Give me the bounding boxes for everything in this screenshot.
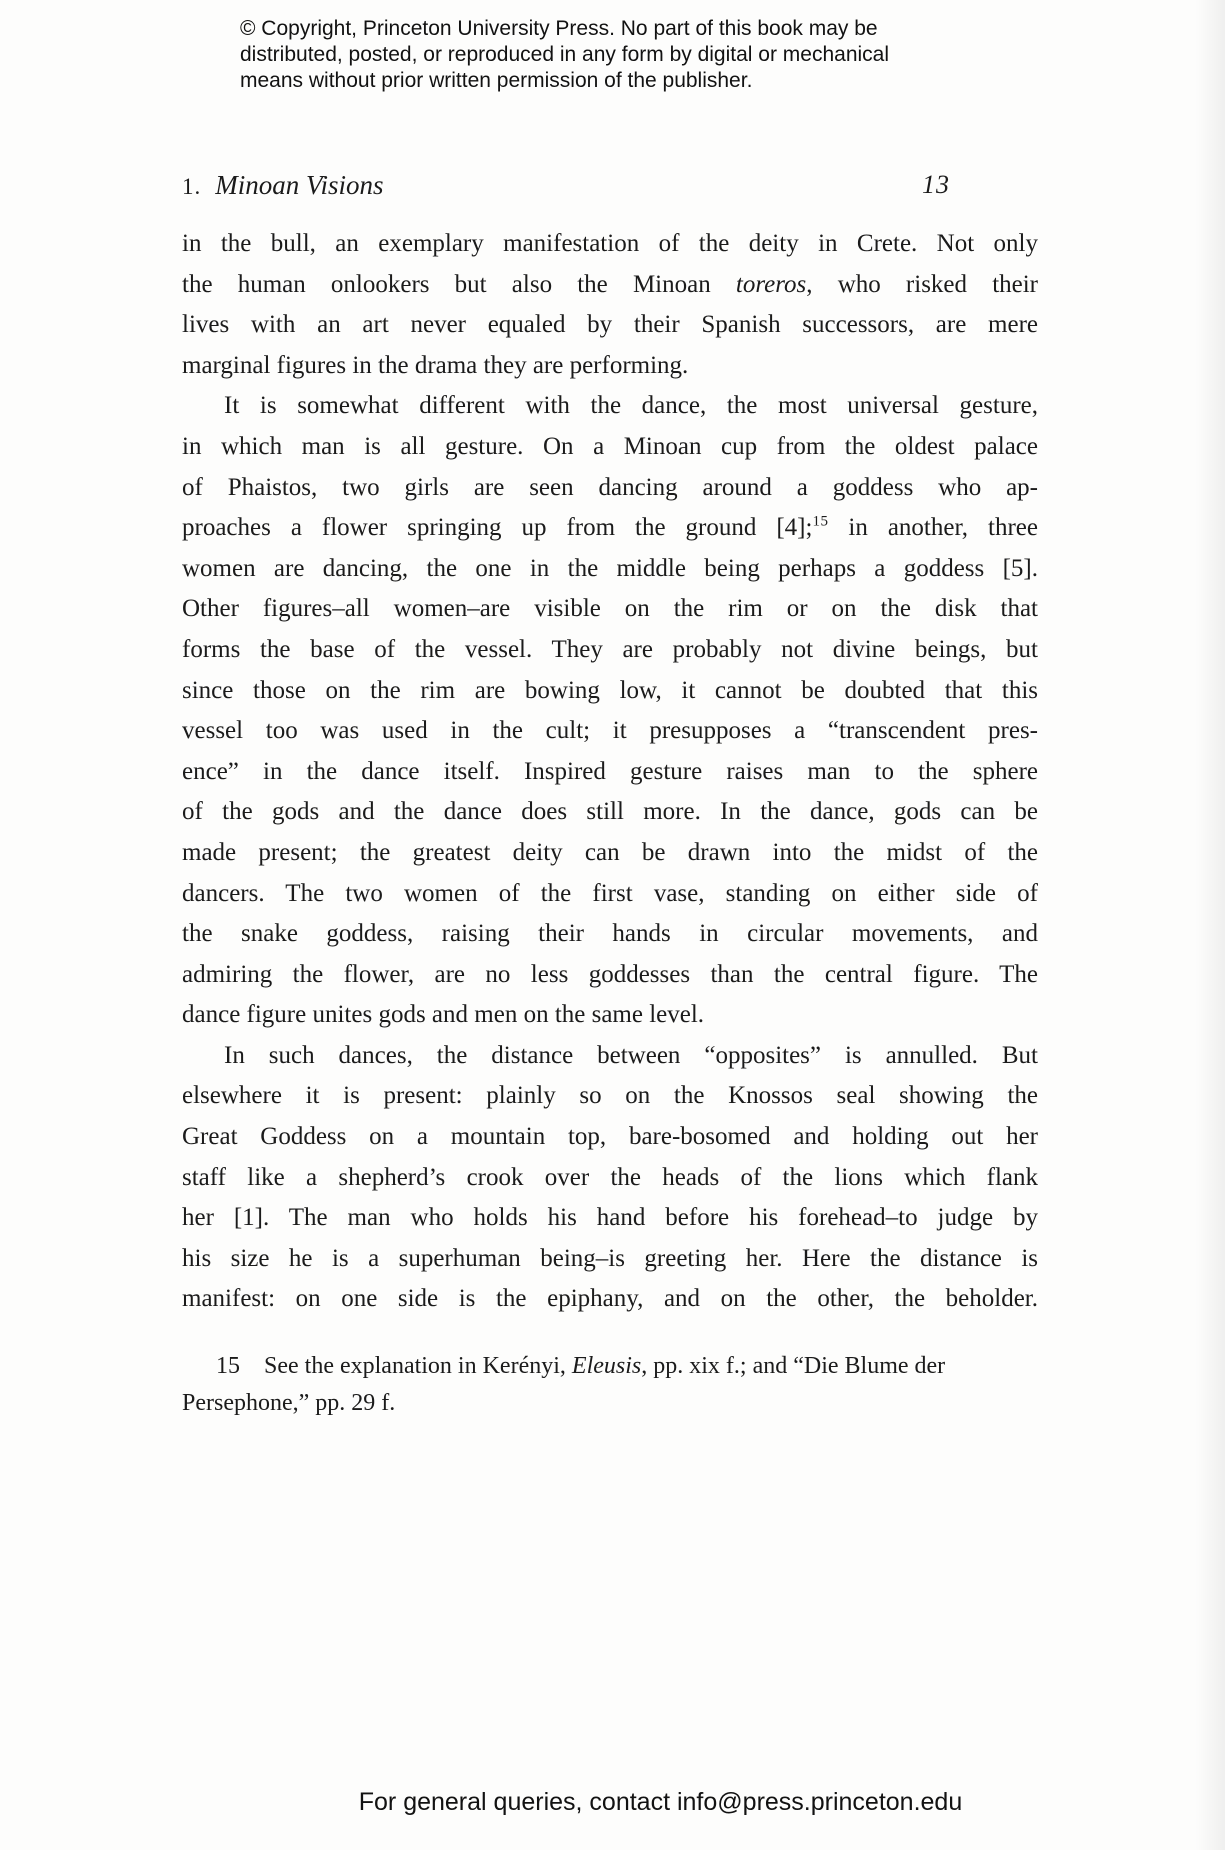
text-line: women are dancing, the one in the middle being perhaps a goddess [5]. [182,554,1038,582]
copyright-line: distributed, posted, or reproduced in any form by digital or mechanical [240,43,890,66]
text-line: Other figures–all women–are visible on the rim or on the disk that [182,595,1038,623]
footer-contact: For general queries, contact info@press.princeton.edu [358,1788,963,1816]
text-line: dancers. The two women of the first vase, standing on either side of [182,879,1038,907]
copyright-line: means without prior written permission of the publisher. [240,69,753,92]
text-line: elsewhere it is present: plainly so on the Knossos seal showing the [182,1082,1038,1110]
text-line: Great Goddess on a mountain top, bare-bosomed and holding out her [182,1123,1038,1151]
text-line: dance figure unites gods and men on the same level. [182,1001,705,1029]
page-number: 13 [922,170,950,199]
text-line: It is somewhat different with the dance, the most universal gesture, [224,392,1038,420]
text-line: ence” in the dance itself. Inspired gesture raises man to the sphere [182,757,1038,785]
text-line: forms the base of the vessel. They are probably not divine beings, but [182,635,1038,663]
text-line: the snake goddess, raising their hands in circular movements, and [182,920,1038,948]
footnote [182,1348,1038,1422]
text-line: in the bull, an exemplary manifestation of the deity in Crete. Not only [182,230,1038,257]
text-line: made present; the greatest deity can be drawn into the midst of the [182,838,1038,866]
running-header [182,170,1038,204]
text-line: staff like a shepherd’s crook over the heads of the lions which flank [182,1163,1038,1191]
copyright-line: © Copyright, Princeton University Press. No part of this book may be [240,17,878,40]
text-line: lives with an art never equaled by their Spanish successors, are mere [182,311,1038,339]
text-line: admiring the flower, are no less goddesses than the central figure. The [182,960,1038,988]
text-line: vessel too was used in the cult; it presupposes a “transcendent pres- [182,717,1038,745]
text-line: his size he is a superhuman being–is greeting her. Here the distance is [182,1244,1038,1272]
chapter-title: Minoan Visions [215,170,384,200]
paragraph [182,1036,1038,1320]
text-line: In such dances, the distance between “opposites” is annulled. But [224,1041,1038,1069]
paragraph [182,386,1038,1036]
text-line: of Phaistos, two girls are seen dancing around a goddess who ap- [182,473,1038,501]
text-line: the human onlookers but also the Minoan toreros, who risked their [182,270,1039,298]
footnote-line: 15 See the explanation in Kerényi, Eleusis, pp. xix f.; and “Die Blume der [216,1353,946,1379]
body-text [182,224,1038,1320]
text-line: manifest: on one side is the epiphany, and on the other, the beholder. [182,1285,1038,1313]
text-line: marginal figures in the drama they are performing. [182,351,689,379]
text-line: since those on the rim are bowing low, it cannot be doubted that this [182,676,1038,704]
text-line: in which man is all gesture. On a Minoan cup from the oldest palace [182,432,1038,460]
paragraph [182,224,1038,386]
footnote-line: Persephone,” pp. 29 f. [182,1390,396,1416]
text-line: of the gods and the dance does still more. In the dance, gods can be [182,798,1038,826]
text-line: her [1]. The man who holds his hand before his forehead–to judge by [182,1204,1038,1232]
copyright-notice [240,16,889,94]
text-line: proaches a flower springing up from the ground [4];$^{15}$ in another, three [182,513,1038,542]
chapter-number: 1. [182,174,202,199]
